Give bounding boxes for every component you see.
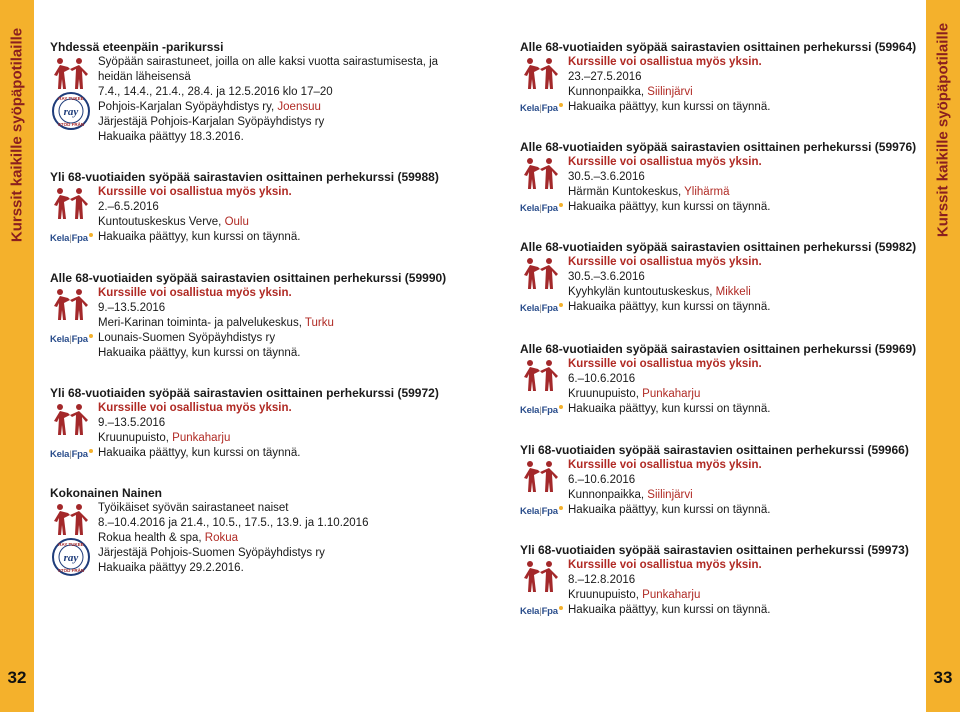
ray-bottom-text: STÖD FRÅN: [57, 122, 85, 127]
course-entry: [50, 40, 470, 145]
course-title: Alle 68-vuotiaiden syöpää sairastavien osittainen perhekurssi (59990): [50, 271, 447, 285]
course-entry: [50, 486, 470, 576]
deadline: Hakuaika päättyy, kun kurssi on täynnä.: [568, 201, 771, 213]
deadline: Hakuaika päättyy, kun kurssi on täynnä.: [98, 347, 301, 359]
dates: 9.–13.5.2016: [98, 302, 166, 314]
people-icon: [50, 288, 90, 322]
kela-fpa-logo: Kela|Fpa: [520, 203, 564, 217]
solo-note: Kurssille voi osallistua myös yksin.: [568, 459, 762, 471]
deadline: Hakuaika päättyy, kun kurssi on täynnä.: [568, 301, 771, 313]
course-body: [568, 255, 920, 315]
deadline: Hakuaika päättyy, kun kurssi on täynnä.: [568, 604, 771, 616]
course-body: [98, 185, 470, 245]
kela-fpa-logo: Kela|Fpa: [520, 606, 564, 620]
solo-note: Kurssille voi osallistua myös yksin.: [568, 358, 762, 370]
dates: 9.–13.5.2016: [98, 417, 166, 429]
solo-note: Kurssille voi osallistua myös yksin.: [568, 256, 762, 268]
venue: Kuntoutuskeskus Verve, Oulu: [98, 216, 249, 228]
kela-fpa-logo: Kela|Fpa: [520, 303, 564, 317]
people-icon: [50, 403, 90, 437]
course-title: Kokonainen Nainen: [50, 486, 163, 500]
course-body: [98, 401, 470, 461]
kela-fpa-logo: Kela|Fpa: [520, 506, 564, 520]
audience-cont: heidän läheisensä: [98, 71, 191, 83]
dates: 8.–12.8.2016: [568, 574, 636, 586]
dates: 7.4., 14.4., 21.4., 28.4. ja 12.5.2016 klo 17–20: [98, 86, 333, 98]
left-sidebar: [0, 0, 34, 712]
place: Turku: [304, 317, 334, 329]
course-body: [568, 155, 920, 215]
kela-fpa-logo: Kela|Fpa: [520, 405, 564, 419]
course-entry: [520, 140, 920, 215]
organizer: Järjestäjä Pohjois-Karjalan Syöpäyhdistys ry: [98, 116, 325, 128]
audience: Syöpään sairastuneet, joilla on alle kaksi vuotta sairastumisesta, ja: [98, 56, 439, 68]
course-entry: [520, 40, 920, 115]
audience: Työikäiset syövän sairastaneet naiset: [98, 502, 289, 514]
course-title: Yhdessä eteenpäin -parikurssi: [50, 40, 224, 54]
people-icon: [520, 57, 560, 91]
place: Siilinjärvi: [647, 489, 693, 501]
venue: Kruunupuisto, Punkaharju: [98, 432, 231, 444]
ray-mid-text: ray: [63, 552, 79, 564]
solo-note: Kurssille voi osallistua myös yksin.: [568, 156, 762, 168]
page-number-left: 32: [7, 668, 27, 687]
deadline: Hakuaika päättyy, kun kurssi on täynnä.: [98, 447, 301, 459]
deadline: Hakuaika päättyy 29.2.2016.: [98, 562, 244, 574]
course-title: Alle 68-vuotiaiden syöpää sairastavien osittainen perhekurssi (59982): [520, 240, 917, 254]
course-body: [568, 458, 920, 518]
deadline: Hakuaika päättyy, kun kurssi on täynnä.: [98, 231, 301, 243]
ray-logo: [52, 92, 90, 130]
course-entry: [50, 386, 470, 461]
course-body: [98, 501, 470, 576]
venue: Meri-Karinan toiminta- ja palvelukeskus, Turku: [98, 317, 334, 329]
course-title: Alle 68-vuotiaiden syöpää sairastavien osittainen perhekurssi (59976): [520, 140, 917, 154]
venue: Kyyhkylän kuntoutuskeskus, Mikkeli: [568, 286, 751, 298]
people-icon: [50, 57, 90, 91]
venue: Kunnonpaikka, Siilinjärvi: [568, 489, 693, 501]
ray-logo: [52, 538, 90, 576]
deadline: Hakuaika päättyy, kun kurssi on täynnä.: [568, 101, 771, 113]
course-entry: [50, 271, 470, 361]
people-icon: [520, 560, 560, 594]
dates: 23.–27.5.2016: [568, 71, 642, 83]
venue: Pohjois-Karjalan Syöpäyhdistys ry, Joensuu: [98, 101, 321, 113]
place: Rokua: [204, 532, 239, 544]
dates: 30.5.–3.6.2016: [568, 271, 645, 283]
people-icon: [520, 157, 560, 191]
course-entry: [520, 342, 920, 417]
course-title: Alle 68-vuotiaiden syöpää sairastavien osittainen perhekurssi (59969): [520, 342, 917, 356]
course-entry: [520, 543, 920, 618]
venue: Kruunupuisto, Punkaharju: [568, 388, 701, 400]
course-entry: [520, 240, 920, 315]
left-sidebar-title: Kurssit kaikille syöpäpotilaille: [8, 27, 26, 243]
dates: 2.–6.5.2016: [98, 201, 159, 213]
solo-note: Kurssille voi osallistua myös yksin.: [98, 402, 292, 414]
ray-top-text: RAY TUKEE: [58, 96, 84, 101]
people-icon: [520, 460, 560, 494]
place: Punkaharju: [642, 589, 701, 601]
course-title: Yli 68-vuotiaiden syöpää sairastavien osittainen perhekurssi (59988): [50, 170, 439, 184]
page-number-right: 33: [933, 668, 953, 687]
dates: 8.–10.4.2016 ja 21.4., 10.5., 17.5., 13.9. ja 1.10.2016: [98, 517, 369, 529]
solo-note: Kurssille voi osallistua myös yksin.: [98, 186, 292, 198]
dates: 6.–10.6.2016: [568, 373, 636, 385]
place: Joensuu: [277, 101, 321, 113]
people-icon: [520, 257, 560, 291]
venue: Härmän Kuntokeskus, Ylihärmä: [568, 186, 730, 198]
people-icon: [520, 359, 560, 393]
course-title: Yli 68-vuotiaiden syöpää sairastavien osittainen perhekurssi (59972): [50, 386, 439, 400]
course-body: [568, 55, 920, 115]
ray-bottom-text: STÖD FRÅN: [57, 568, 85, 573]
course-title: Alle 68-vuotiaiden syöpää sairastavien osittainen perhekurssi (59964): [520, 40, 917, 54]
dates: 6.–10.6.2016: [568, 474, 636, 486]
solo-note: Kurssille voi osallistua myös yksin.: [98, 287, 292, 299]
organizer: Lounais-Suomen Syöpäyhdistys ry: [98, 332, 276, 344]
deadline: Hakuaika päättyy 18.3.2016.: [98, 131, 244, 143]
ray-top-text: RAY TUKEE: [58, 542, 84, 547]
place: Mikkeli: [715, 286, 751, 298]
course-entry: [520, 443, 920, 518]
ray-mid-text: ray: [63, 106, 79, 118]
venue: Kruunupuisto, Punkaharju: [568, 589, 701, 601]
venue: Rokua health & spa, Rokua: [98, 532, 239, 544]
course-title: Yli 68-vuotiaiden syöpää sairastavien osittainen perhekurssi (59973): [520, 543, 909, 557]
course-title: Yli 68-vuotiaiden syöpää sairastavien osittainen perhekurssi (59966): [520, 443, 909, 457]
right-sidebar-title: Kurssit kaikille syöpäpotilaille: [934, 22, 952, 238]
kela-fpa-logo: Kela|Fpa: [520, 103, 564, 117]
kela-fpa-logo: Kela|Fpa: [50, 334, 94, 348]
course-body: [98, 55, 470, 145]
course-body: [568, 558, 920, 618]
dates: 30.5.–3.6.2016: [568, 171, 645, 183]
course-body: [568, 357, 920, 417]
kela-fpa-logo: Kela|Fpa: [50, 449, 94, 463]
venue: Kunnonpaikka, Siilinjärvi: [568, 86, 693, 98]
people-icon: [50, 503, 90, 537]
place: Punkaharju: [172, 432, 231, 444]
place: Punkaharju: [642, 388, 701, 400]
solo-note: Kurssille voi osallistua myös yksin.: [568, 559, 762, 571]
organizer: Järjestäjä Pohjois-Suomen Syöpäyhdistys ry: [98, 547, 325, 559]
place: Ylihärmä: [684, 186, 730, 198]
course-entry: [50, 170, 470, 245]
solo-note: Kurssille voi osallistua myös yksin.: [568, 56, 762, 68]
place: Siilinjärvi: [647, 86, 693, 98]
right-sidebar: [926, 0, 960, 712]
course-body: [98, 286, 470, 361]
place: Oulu: [224, 216, 249, 228]
deadline: Hakuaika päättyy, kun kurssi on täynnä.: [568, 504, 771, 516]
deadline: Hakuaika päättyy, kun kurssi on täynnä.: [568, 403, 771, 415]
people-icon: [50, 187, 90, 221]
kela-fpa-logo: Kela|Fpa: [50, 233, 94, 247]
